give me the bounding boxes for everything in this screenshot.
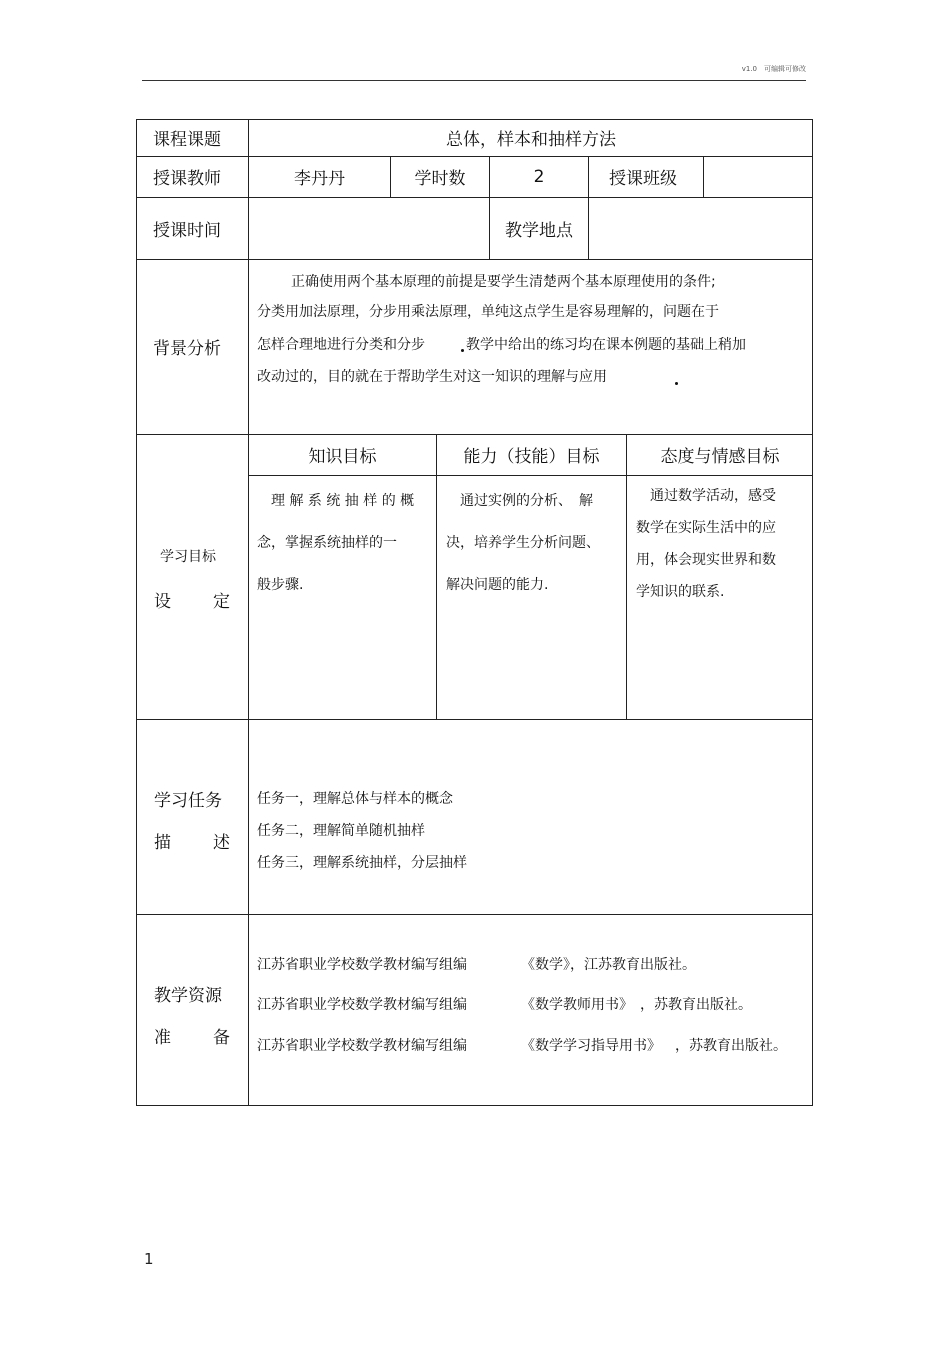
hours-value: 2 xyxy=(533,166,545,187)
ability-goal-line: 决，培养学生分析问题、 xyxy=(446,535,600,551)
goals-label: 学习目标 xyxy=(160,549,216,565)
background-line-4: 改动过的，目的就在于帮助学生对这一知识的理解与应用 xyxy=(257,369,607,385)
header-rule xyxy=(142,80,806,81)
knowledge-goal-text xyxy=(257,480,414,606)
tasks-label-char: 描 xyxy=(154,833,171,853)
background-label: 背景分析 xyxy=(153,339,221,359)
attitude-goal-header: 态度与情感目标 xyxy=(660,447,780,467)
knowledge-goal-header: 知识目标 xyxy=(308,447,377,467)
resources-label-char: 备 xyxy=(213,1028,230,1048)
background-line-3a: 怎样合理地进行分类和分步 xyxy=(257,337,425,353)
knowledge-goal-line: 般步骤. xyxy=(257,577,304,593)
attitude-goal-line: 通过数学活动，感受 xyxy=(636,488,776,504)
hours-label: 学时数 xyxy=(414,169,466,189)
place-label: 教学地点 xyxy=(505,220,573,241)
attitude-goal-line: 数学在实际生活中的应 xyxy=(636,520,776,536)
resources-label-sub xyxy=(154,1023,230,1048)
tasks-label-sub xyxy=(154,828,230,853)
resource-org: 江苏省职业学校数学教材编写组编 xyxy=(257,997,467,1013)
resources-label-char: 准 xyxy=(154,1028,171,1048)
resource-publisher: ，苏教育出版社。 xyxy=(640,997,752,1013)
attitude-goal-text xyxy=(636,480,776,608)
teacher-label: 授课教师 xyxy=(153,169,221,189)
resource-book: 《数学》，江苏教育出版社。 xyxy=(521,957,696,973)
course-label: 课程课题 xyxy=(153,130,221,150)
resource-book: 《数学教师用书》 xyxy=(521,997,633,1013)
resource-org: 江苏省职业学校数学教材编写组编 xyxy=(257,957,467,973)
resource-publisher: ，苏教育出版社。 xyxy=(675,1038,787,1054)
tasks-label-char: 述 xyxy=(213,833,230,853)
ability-goal-text xyxy=(446,480,600,606)
class-value xyxy=(704,156,813,197)
page-number: 1 xyxy=(144,1250,154,1268)
time-label: 授课时间 xyxy=(153,220,221,241)
ability-goal-line: 解决问题的能力. xyxy=(446,577,549,593)
background-line-1: 正确使用两个基本原理的前提是要学生清楚两个基本原理使用的条件; xyxy=(291,274,716,290)
attitude-goal-line: 学知识的联系. xyxy=(636,584,725,600)
background-line-2: 分类用加法原理，分步用乘法原理，单纯这点学生是容易理解的，问题在于 xyxy=(257,304,719,320)
resource-book: 《数学学习指导用书》 xyxy=(521,1038,661,1054)
teacher-name: 李丹丹 xyxy=(294,169,345,189)
background-line-3b: 教学中给出的练习均在课本例题的基础上稍加 xyxy=(466,337,746,353)
period-mark xyxy=(675,382,678,385)
class-label: 授课班级 xyxy=(609,169,677,189)
resource-org: 江苏省职业学校数学教材编写组编 xyxy=(257,1038,467,1054)
course-title: 总体，样本和抽样方法 xyxy=(446,130,616,150)
knowledge-goal-line: 理 解 系 统 抽 样 的 概 xyxy=(257,493,415,509)
task-item: 任务二，理解简单随机抽样 xyxy=(257,823,425,839)
attitude-goal-line: 用，体会现实世界和数 xyxy=(636,552,776,568)
resources-label: 教学资源 xyxy=(154,986,222,1006)
goals-label-char: 定 xyxy=(213,592,230,612)
goals-label-char: 设 xyxy=(154,592,171,612)
place-value xyxy=(589,197,813,259)
ability-goal-line: 通过实例的分析、 解 xyxy=(446,493,593,509)
task-item: 任务三，理解系统抽样，分层抽样 xyxy=(257,855,467,871)
goals-label-sub xyxy=(154,587,230,612)
period-mark xyxy=(461,349,464,352)
task-item: 任务一，理解总体与样本的概念 xyxy=(257,791,453,807)
version-note: v1.0 可编辑可修改 xyxy=(741,65,806,73)
time-value xyxy=(249,197,489,259)
knowledge-goal-line: 念，掌握系统抽样的一 xyxy=(257,535,397,551)
tasks-label: 学习任务 xyxy=(154,791,222,811)
ability-goal-header: 能力（技能）目标 xyxy=(463,447,600,467)
